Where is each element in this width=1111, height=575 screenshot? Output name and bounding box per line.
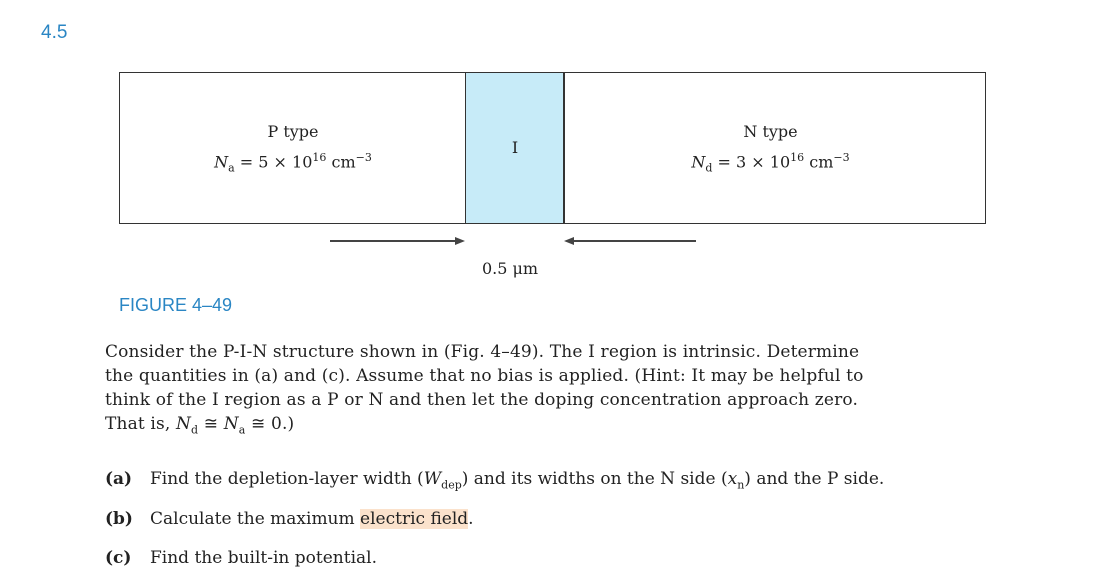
n-region-title: N type: [743, 122, 798, 141]
question-item-b: (b) Calculate the maximum electric field.: [105, 509, 474, 529]
dimension-label: 0.5 μm: [482, 259, 539, 278]
problem-line: the quantities in (a) and (c). Assume that no bias is applied. (Hint: It may be helpful to: [105, 366, 864, 386]
problem-line: think of the I region as a P or N and then let the doping concentration approach zero.: [105, 390, 858, 410]
right-pointing-arrowhead-icon: [455, 237, 465, 245]
item-label: (b): [105, 509, 133, 529]
left-dimension-arrow-line: [330, 240, 456, 242]
problem-line: Consider the P-I-N structure shown in (Fig. 4–49). The I region is intrinsic. Determine: [105, 342, 860, 362]
n-type-region: [563, 72, 986, 224]
problem-statement: [105, 340, 1005, 442]
right-dimension-arrow-line: [574, 240, 696, 242]
figure-caption: FIGURE 4–49: [119, 295, 233, 315]
problem-number: 4.5: [41, 22, 68, 43]
p-type-region: [119, 72, 467, 224]
p-region-doping: $N_a = 5 \times 10^{16}$ $cm^{-3}$: [214, 151, 372, 175]
question-item-c: (c) Find the built-in potential.: [105, 548, 377, 568]
item-label: (a): [105, 469, 133, 489]
intrinsic-region: [465, 72, 565, 224]
i-region-label: I: [511, 138, 519, 157]
n-region-doping: $N_d = 3 \times 10^{16}$ $cm^{-3}$: [691, 151, 850, 175]
problem-line: That is, $N_d$ ≅ $N_a$ ≅ 0.): [105, 414, 295, 437]
item-label: (c): [105, 548, 132, 568]
left-pointing-arrowhead-icon: [564, 237, 574, 245]
highlighted-text[interactable]: electric field: [360, 509, 469, 529]
p-region-title: P type: [267, 122, 319, 141]
question-item-a: (a) Find the depletion-layer width $(W_{dep})$ and its widths on the N side $(x_n)$ and the P side.: [105, 469, 885, 492]
